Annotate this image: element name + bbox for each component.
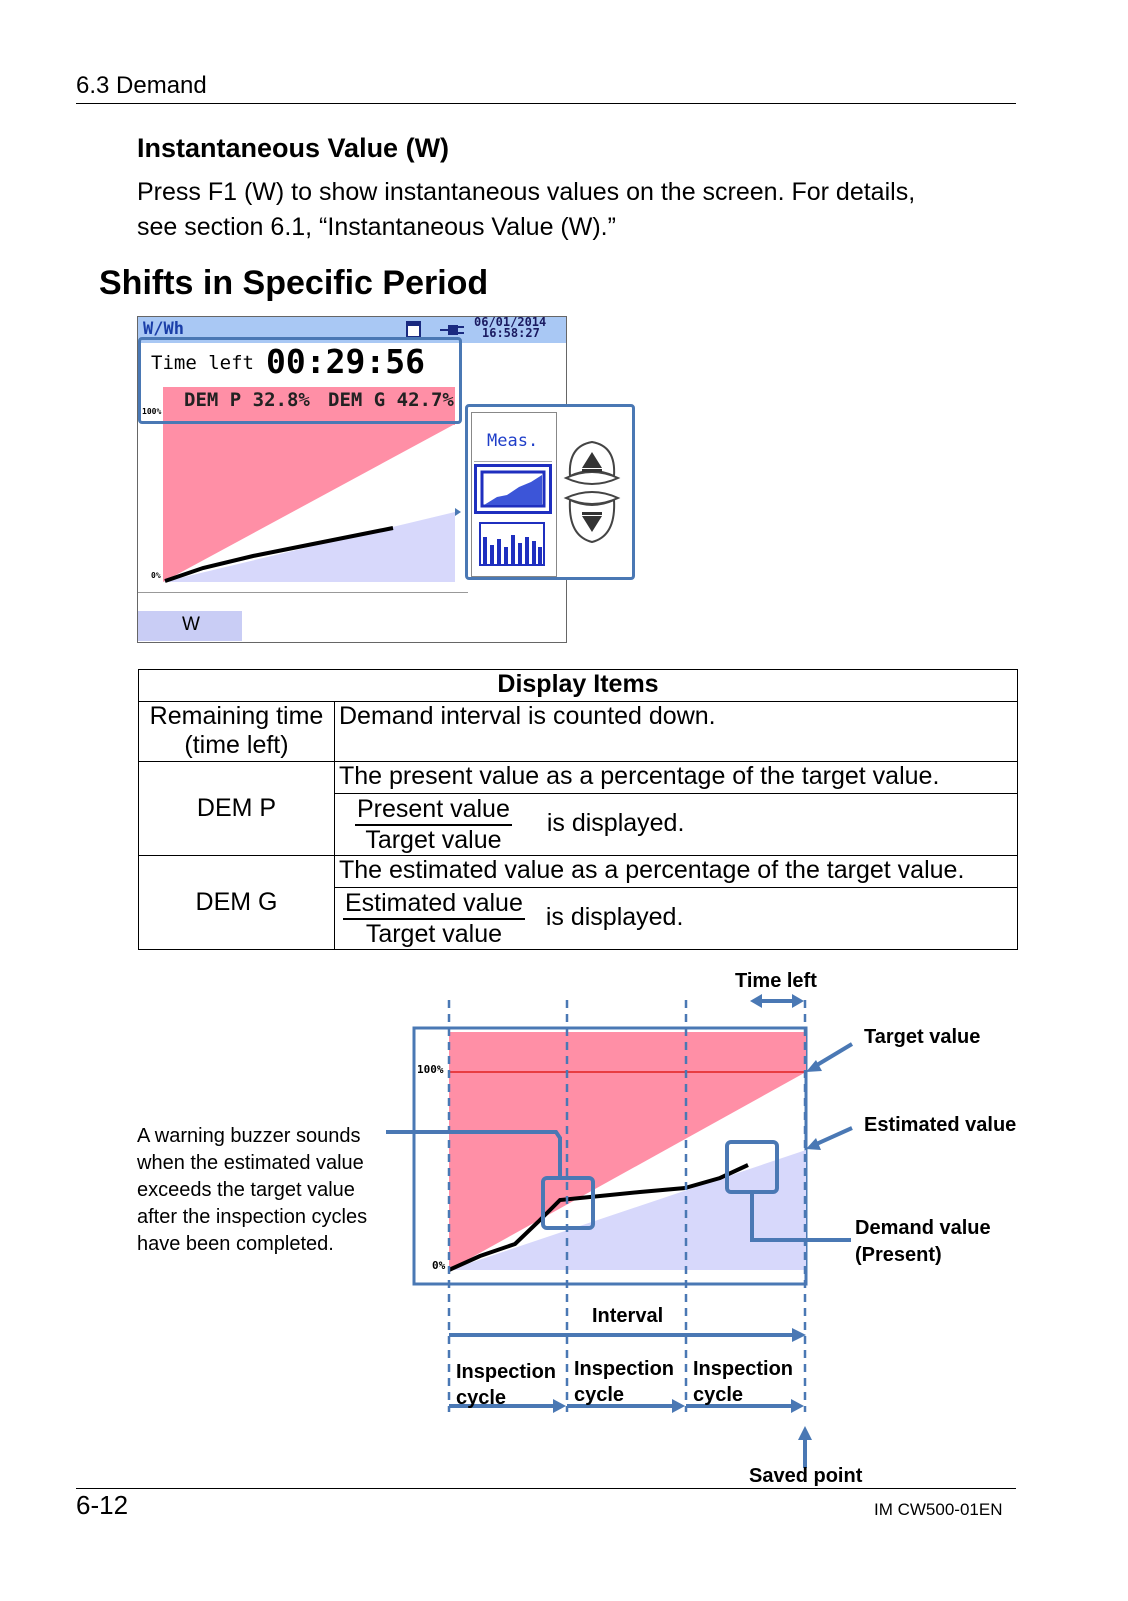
demand-value-caption: Demand value	[855, 1217, 991, 1239]
demand-plot	[163, 424, 463, 584]
footer-rule	[76, 1488, 1016, 1489]
inspection-cycle-caption: cycle	[693, 1384, 744, 1406]
note-line: when the estimated value	[137, 1152, 364, 1174]
row-label-line: Remaining time	[149, 702, 324, 730]
screen-date: 06/01/2014	[474, 315, 547, 329]
paragraph-line: see section 6.1, “Instantaneous Value (W).”	[137, 213, 616, 241]
time-dem-highlight	[138, 337, 462, 424]
table-row	[139, 702, 1018, 762]
tab-w[interactable]	[138, 611, 242, 641]
time-left-label: Time left	[151, 352, 254, 374]
table-row	[139, 856, 1018, 888]
dem-g-value: DEM G 42.7%	[328, 389, 454, 411]
note-line: after the inspection cycles	[137, 1206, 368, 1228]
screen-title: W/Wh	[143, 319, 184, 339]
fraction-denominator: Target value	[365, 825, 502, 854]
subsection-title: Instantaneous Value (W)	[137, 133, 450, 163]
table-header: Display Items	[139, 670, 1018, 702]
saved-point-caption: Saved point	[749, 1465, 863, 1487]
section-title: Shifts in Specific Period	[99, 264, 489, 302]
row-desc: The present value as a percentage of the target value.	[335, 762, 1018, 794]
bar-chart-icon	[474, 517, 552, 572]
axis-zero-label: 0%	[151, 571, 161, 580]
trend-view-button[interactable]	[474, 464, 552, 514]
formula-cell	[335, 794, 1018, 856]
row-label: DEM P	[139, 762, 335, 856]
tab-w-label: W	[182, 614, 200, 635]
fraction-numerator: Present value	[355, 795, 512, 826]
meas-label: Meas.	[487, 431, 539, 451]
fraction	[343, 889, 525, 949]
paragraph-line: Press F1 (W) to show instantaneous values on the screen. For details,	[137, 178, 916, 206]
note-line: A warning buzzer sounds	[137, 1125, 361, 1147]
time-left-caption: Time left	[735, 970, 817, 992]
inspection-cycle-caption: cycle	[574, 1384, 625, 1406]
row-desc: The estimated value as a percentage of the target value.	[335, 856, 1018, 888]
diagram-axis-zero: 0%	[432, 1259, 446, 1272]
formula-cell	[335, 888, 1018, 950]
diagram-axis-top: 100%	[417, 1063, 444, 1076]
inspection-cycle-caption: Inspection	[693, 1358, 794, 1380]
target-value-caption: Target value	[864, 1026, 981, 1048]
up-down-key[interactable]	[560, 436, 624, 548]
plot-baseline	[138, 592, 468, 593]
inspection-cycle-caption: Inspection	[456, 1361, 557, 1383]
warning-note	[137, 1123, 367, 1258]
fraction	[355, 795, 512, 855]
page-number: 6-12	[76, 1490, 129, 1520]
interval-caption: Interval	[592, 1305, 664, 1327]
row-label-line: (time left)	[184, 731, 289, 759]
display-items-table	[138, 669, 1018, 950]
trend-chart-icon	[477, 467, 549, 511]
formula-suffix: is displayed.	[546, 809, 685, 838]
bar-view-button[interactable]	[474, 517, 552, 572]
softkey-panel	[471, 412, 557, 577]
power-plug-icon	[440, 322, 466, 338]
note-line: have been completed.	[137, 1233, 334, 1255]
fraction-numerator: Estimated value	[343, 889, 525, 920]
inspection-cycle-caption: Inspection	[574, 1358, 675, 1380]
inspection-cycle-caption: cycle	[456, 1387, 507, 1409]
table-row	[139, 762, 1018, 794]
header-rule	[76, 103, 1016, 104]
formula-suffix: is displayed.	[545, 903, 684, 932]
screen-time: 16:58:27	[482, 326, 540, 340]
fraction-denominator: Target value	[365, 919, 503, 948]
dem-p-value: DEM P 32.8%	[184, 389, 310, 411]
row-label: DEM G	[139, 856, 335, 950]
document-id: IM CW500-01EN	[874, 1500, 1003, 1519]
axis-top-label: 100%	[142, 407, 162, 416]
demand-value-caption: (Present)	[855, 1244, 942, 1266]
time-left-value: 00:29:56	[266, 342, 425, 381]
section-header: 6.3 Demand	[76, 72, 207, 99]
note-line: exceeds the target value	[137, 1179, 355, 1201]
estimated-value-caption: Estimated value	[864, 1114, 1017, 1136]
row-label	[139, 702, 335, 762]
row-desc: Demand interval is counted down.	[335, 702, 1018, 762]
meas-button[interactable]	[474, 415, 552, 462]
